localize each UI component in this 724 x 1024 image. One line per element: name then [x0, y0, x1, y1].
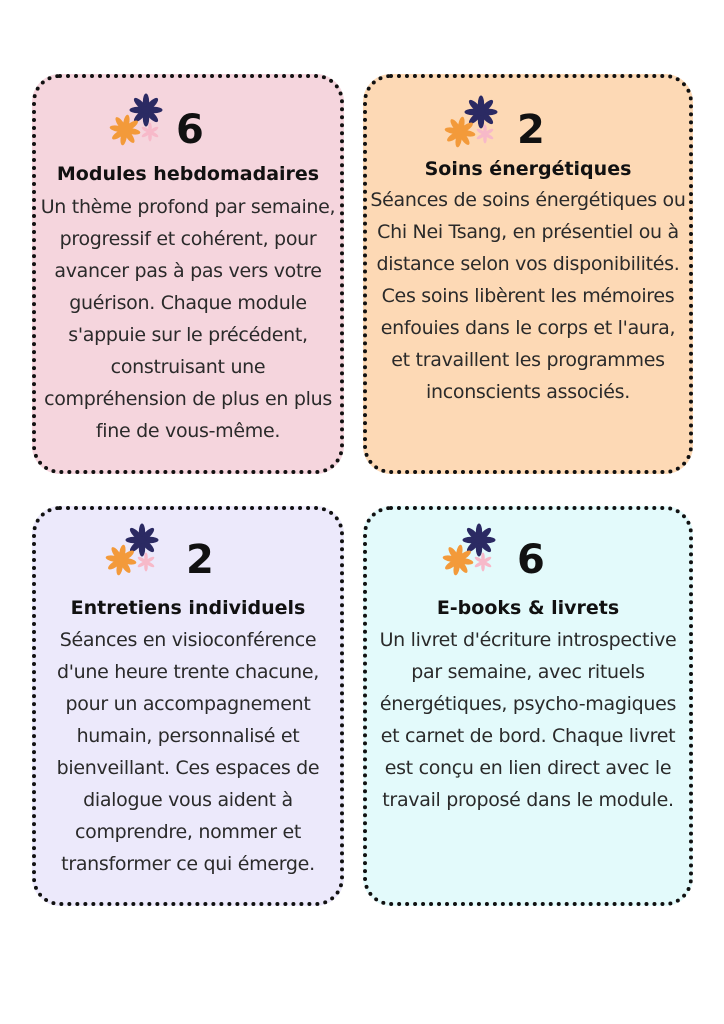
card-description: Un thème profond par semaine, progressif et cohérent, pour avancer pas à pas vers votre guérison. Chaque module s'appuie sur le précédent, construisant une compréhension de plus en plus fine de vous-même.	[40, 196, 336, 442]
card-soins	[363, 74, 693, 474]
card-description: Un livret d'écriture introspective par semaine, avec rituels énergétiques, psycho-magiques et carnet de bord. Chaque livret est conçu en lien direct avec le travail proposé dans le module.	[379, 629, 677, 811]
flower-cluster-icon	[104, 522, 162, 580]
card-number: 6	[176, 107, 204, 153]
card-ebooks	[363, 506, 693, 906]
card-title: Modules hebdomadaires	[56, 163, 320, 185]
card-description: Séances de soins énergétiques ou Chi Nei Tsang, en présentiel ou à distance selon vos disponibilités. Ces soins libèrent les mémoires enfouies dans le corps et l'aura, et travaillent les programmes inconscients associés.	[370, 189, 686, 403]
flower-cluster-icon	[443, 94, 501, 152]
flower-cluster-icon	[108, 92, 166, 150]
card-entretiens	[32, 506, 344, 906]
flower-cluster-icon	[441, 522, 499, 580]
card-number: 2	[517, 107, 545, 153]
card-modules	[32, 74, 344, 474]
card-number: 6	[517, 537, 545, 583]
card-number: 2	[186, 537, 214, 583]
card-title: E-books & livrets	[436, 597, 620, 619]
card-description: Séances en visioconférence d'une heure trente chacune, pour un accompagnement humain, personnalisé et bienveillant. Ces espaces de dialogue vous aident à comprendre, nommer et transformer ce qui émerge.	[56, 629, 320, 875]
card-title: Entretiens individuels	[70, 597, 306, 619]
card-title: Soins énergétiques	[424, 158, 632, 180]
